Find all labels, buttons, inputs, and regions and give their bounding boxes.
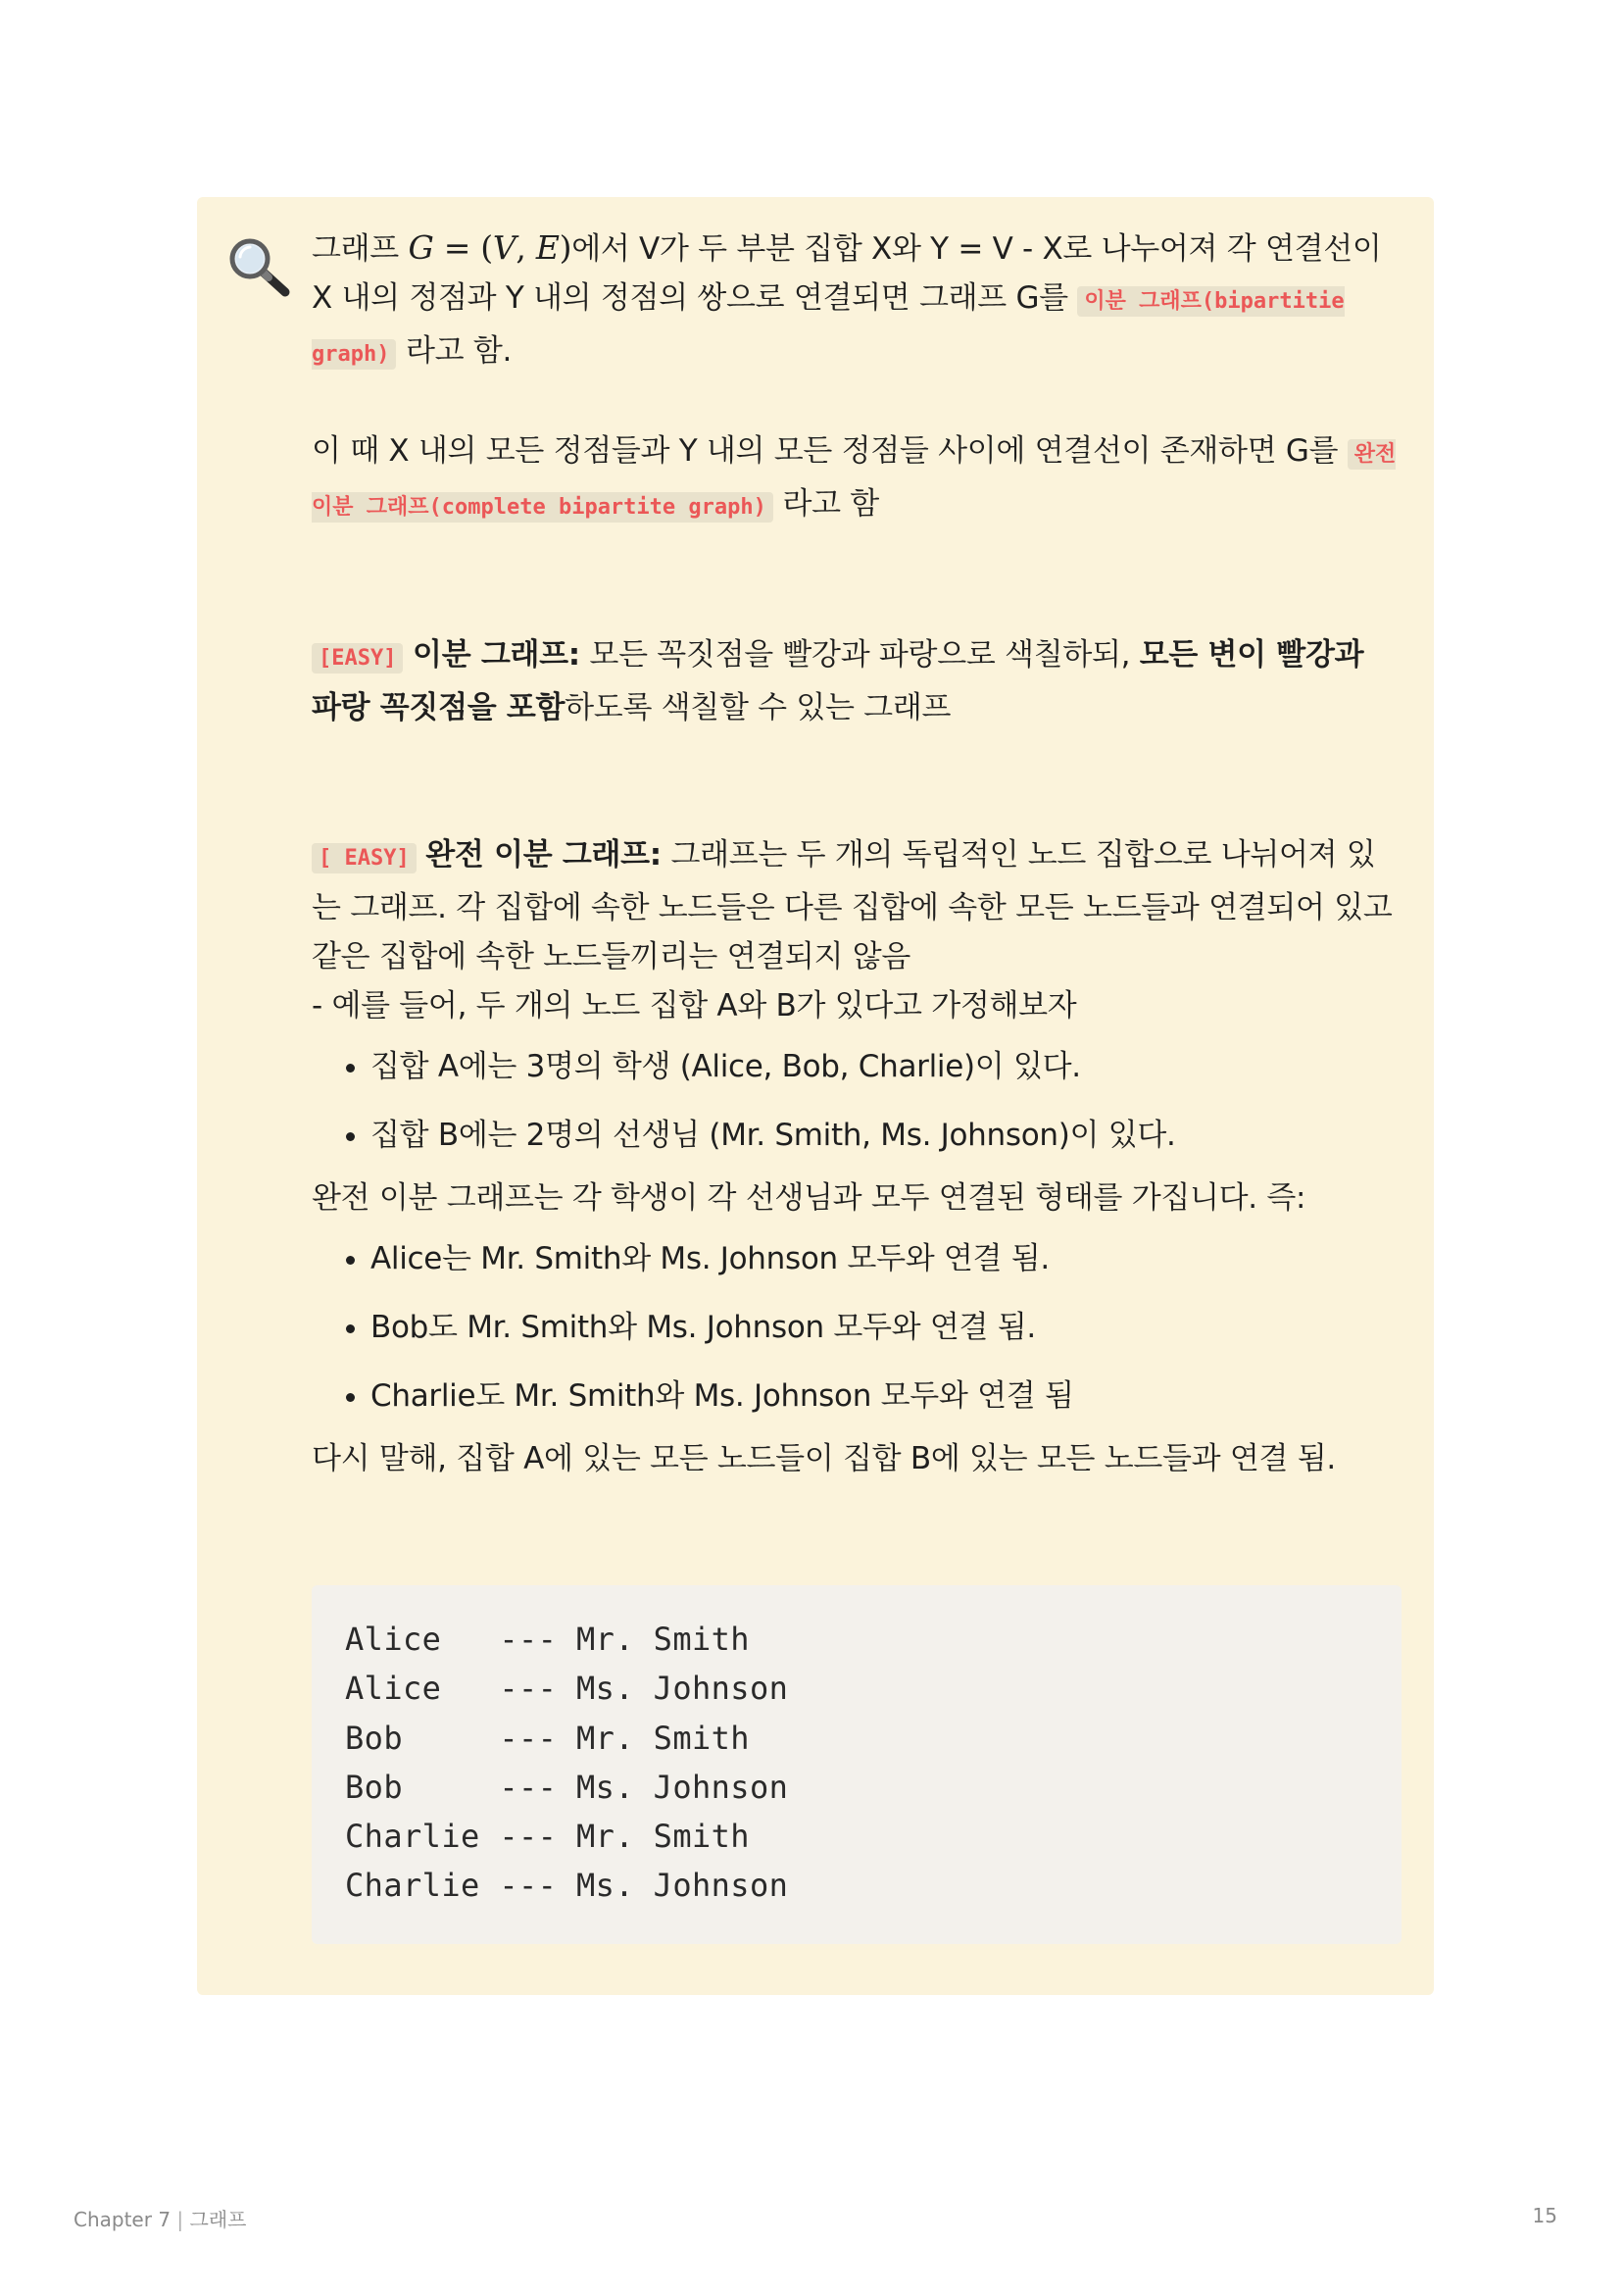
easy-tag: [EASY] [312,643,403,674]
math-paren-open: ( [480,228,493,267]
definition-paragraph [312,224,1402,379]
summary-intro: 완전 이분 그래프는 각 학생이 각 선생님과 모두 연결된 형태를 가집니다. 즉: [312,1180,1306,1216]
list-item: • Alice는 Mr. Smith와 Ms. Johnson 모두와 연결 됨. [370,1234,1402,1283]
sets-list [312,1042,1402,1160]
math-v: V [492,228,516,267]
code-line: Charlie --- Mr. Smith [345,1818,750,1856]
list-item: • 집합 A에는 3명의 학생 (Alice, Bob, Charlie)이 있다. [370,1042,1402,1091]
page-number: 15 [1532,2204,1557,2227]
callout-content [312,224,1402,1483]
easy-bipartite-paragraph [312,630,1402,732]
math-expression [409,228,572,267]
easy-tag: [ EASY] [312,843,417,873]
math-e: E [535,228,560,267]
complete-definition-text-2: 라고 함 [772,486,879,522]
complete-definition-paragraph [312,426,1402,532]
complete-bipartite-term: 완전 이분 그래프(complete bipartite graph) [312,439,1396,523]
code-line: Charlie --- Ms. Johnson [345,1867,789,1905]
list-item: • Charlie도 Mr. Smith와 Ms. Johnson 모두와 연결 됨 [370,1372,1402,1421]
footer-chapter [74,2204,246,2232]
code-line: Bob --- Ms. Johnson [345,1768,789,1806]
list-item: • 집합 B에는 2명의 선생님 (Mr. Smith, Ms. Johnson)이 있다. [370,1111,1402,1160]
code-line: Alice --- Ms. Johnson [345,1670,789,1708]
definition-text-3: 라고 함. [396,333,513,369]
complete-definition-text-1: 이 때 X 내의 모든 정점들과 Y 내의 모든 정점들 사이에 연결선이 존재하면 G를 [312,433,1348,469]
definition-text-2: 에서 V가 두 부분 집합 X와 Y = V - X로 나누어져 각 연결선이 X 내의 정점과 Y 내의 정점의 쌍으로 연결되면 그래프 G를 [312,231,1382,316]
easy-bipartite-bold-text: 모든 변이 빨강과 파랑 꼭짓점을 포함 [312,637,1364,725]
easy-bipartite-heading: 이분 그래프: [413,637,580,673]
conclusion: 다시 말해, 집합 A에 있는 모든 노드들이 집합 B에 있는 모든 노드들과 연결 됨. [312,1441,1336,1476]
list-item: • Bob도 Mr. Smith와 Ms. Johnson 모두와 연결 됨. [370,1303,1402,1352]
easy-bipartite-text-2: 하도록 색칠할 수 있는 그래프 [565,690,952,725]
footer-section-label: 그래프 [189,2208,247,2231]
magnifying-glass-icon-graphic [226,235,291,300]
code-block [312,1585,1402,1944]
code-line: Alice --- Mr. Smith [345,1621,750,1658]
footer-chapter-label: Chapter 7 [74,2208,172,2231]
math-equals: = [433,228,481,267]
math-g: G [408,228,434,267]
math-comma: , [516,228,536,267]
magnifying-glass-icon [226,235,291,300]
footer-separator: | [176,2208,184,2231]
easy-bipartite-text-1: 모든 꼭짓점을 빨강과 파랑으로 색칠하되, [579,637,1140,673]
bipartite-graph-term: 이분 그래프(bipartitie graph) [312,286,1345,370]
code-line: Bob --- Mr. Smith [345,1719,750,1757]
example-intro: - 예를 들어, 두 개의 노드 집합 A와 B가 있다고 가정해보자 [312,988,1077,1023]
connections-list [312,1234,1402,1421]
easy-complete-text-1: 그래프는 두 개의 독립적인 노드 집합으로 나뉘어져 있는 그래프. 각 집합에 속한 노드들은 다른 집합에 속한 모든 노드들과 연결되어 있고 같은 집합에 속한 노드들끼리는 연결되지 않음 [312,837,1393,974]
easy-complete-heading: 완전 이분 그래프: [425,837,662,873]
math-paren-close: ) [559,228,572,267]
definition-text-1: 그래프 [312,231,409,267]
code-content [345,1615,1368,1911]
easy-complete-paragraph [312,830,1402,981]
